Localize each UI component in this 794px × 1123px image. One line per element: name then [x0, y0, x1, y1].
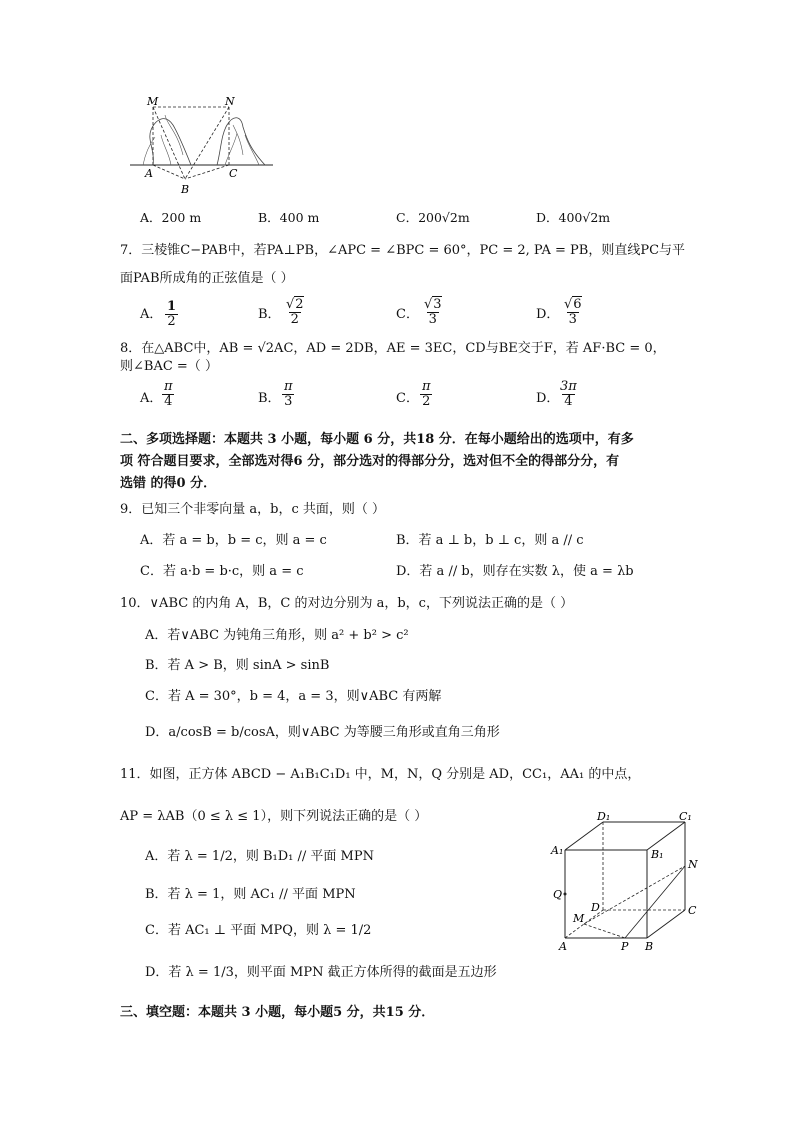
- q8-option-b-value: $\frac{\pi}{3}$: [284, 379, 293, 409]
- label-N: N: [225, 95, 235, 108]
- q11-option-a: A．若 λ = 1/2，则 B₁D₁ // 平面 MPN: [145, 849, 374, 864]
- cube-label-P: P: [621, 940, 629, 953]
- q6-option-c: C．200√2m: [396, 210, 470, 225]
- q8-option-c-letter: C．: [396, 391, 419, 406]
- q7-option-a-value: $\frac{1}{2}$: [167, 299, 177, 329]
- label-C: C: [229, 167, 238, 180]
- q7-stem-line1: 7．三棱锥C−PAB中，若PA⊥PB，∠APC = ∠BPC = 60°，PC = 2, PA = PB，则直线PC与平: [120, 243, 686, 258]
- cube-label-C: C: [688, 904, 697, 917]
- cube-label-Q: Q: [553, 888, 563, 901]
- cube-label-B: B: [645, 940, 654, 953]
- q8-option-a-value: $\frac{\pi}{4}$: [164, 379, 173, 409]
- q7-option-b-value: $\frac{√2}{2}$: [286, 297, 304, 327]
- cube-label-A: A: [559, 940, 567, 953]
- cube-label-N: N: [688, 858, 698, 871]
- cube-label-D1: D₁: [597, 810, 611, 823]
- cube-label-A1: A₁: [551, 844, 564, 857]
- q7-stem-line2: 面PAB所成角的正弦值是（ ）: [120, 271, 294, 286]
- q7-option-d-value: $\frac{√6}{3}$: [564, 297, 582, 327]
- q7-option-b-letter: B．: [258, 307, 281, 322]
- q11-option-c: C．若 AC₁ ⊥ 平面 MPQ，则 λ = 1/2: [145, 923, 372, 938]
- label-A: A: [145, 167, 153, 180]
- q9-option-d: D．若 a // b，则存在实数 λ，使 a = λb: [396, 564, 634, 579]
- q7-option-c-value: $\frac{√3}{3}$: [424, 297, 442, 327]
- cube-label-D: D: [591, 901, 600, 914]
- q11-cube-figure: [545, 810, 710, 955]
- q10-stem: 10．∨ABC 的内角 A，B，C 的对边分别为 a，b，c，下列说法正确的是（ ）: [120, 596, 574, 611]
- q6-option-b: B．400 m: [258, 210, 320, 225]
- q8-stem-line1: 8．在△ABC中，AB = √2AC，AD = 2DB，AE = 3EC，CD与BE交于F，若 AF·BC = 0，: [120, 341, 666, 356]
- q9-stem: 9．已知三个非零向量 a，b，c 共面，则（ ）: [120, 502, 386, 517]
- q9-option-a: A．若 a = b，b = c，则 a = c: [140, 533, 327, 548]
- q6-option-a: A．200 m: [140, 210, 202, 225]
- section3-heading: 三、填空题：本题共 3 小题，每小题5 分，共15 分．: [120, 1005, 435, 1020]
- q10-option-c: C．若 A = 30°，b = 4，a = 3，则∨ABC 有两解: [145, 689, 442, 704]
- q6-option-d: D．400√2m: [536, 210, 611, 225]
- q8-option-d-letter: D．: [536, 391, 560, 406]
- q10-option-a: A．若∨ABC 为钝角三角形，则 a² + b² > c²: [145, 628, 409, 643]
- q11-stem-line1: 11．如图，正方体 ABCD − A₁B₁C₁D₁ 中，M，N，Q 分别是 AD，CC₁，AA₁ 的中点，: [120, 767, 641, 782]
- q11-stem-line2: AP = λAB（0 ≤ λ ≤ 1），则下列说法正确的是（ ）: [120, 809, 428, 824]
- q8-option-d-value: $\frac{3\pi}{4}$: [560, 379, 577, 409]
- q9-option-c: C．若 a·b = b·c，则 a = c: [140, 564, 304, 579]
- q7-option-c-letter: C．: [396, 307, 419, 322]
- q11-option-b: B．若 λ = 1，则 AC₁ // 平面 MPN: [145, 887, 356, 902]
- q6-figure: [125, 95, 275, 200]
- label-B: B: [181, 183, 190, 196]
- section2-line2: 项 符合题目要求，全部选对得6 分，部分选对的得部分分，选对但不全的得部分分，有: [120, 454, 620, 469]
- q10-option-d: D．a/cosB = b/cosA，则∨ABC 为等腰三角形或直角三角形: [145, 725, 500, 740]
- section2-line3: 选错 的得0 分．: [120, 476, 217, 491]
- q7-option-d-letter: D．: [536, 307, 560, 322]
- q8-option-c-value: $\frac{\pi}{2}$: [422, 379, 431, 409]
- cube-label-M: M: [573, 912, 585, 925]
- q7-option-a-letter: A．: [140, 307, 163, 322]
- section2-line1: 二、多项选择题：本题共 3 小题，每小题 6 分，共18 分．在每小题给出的选项中，有多: [120, 432, 634, 447]
- cube-label-C1: C₁: [679, 810, 692, 823]
- q10-option-b: B．若 A > B，则 sinA > sinB: [145, 658, 330, 673]
- q8-stem-line2: 则∠BAC =（ ）: [120, 359, 218, 374]
- q8-option-b-letter: B．: [258, 391, 281, 406]
- label-M: M: [147, 95, 159, 108]
- q9-option-b: B．若 a ⊥ b，b ⊥ c，则 a // c: [396, 533, 584, 548]
- cube-label-B1: B₁: [651, 848, 664, 861]
- q8-option-a-letter: A．: [140, 391, 163, 406]
- q11-option-d: D．若 λ = 1/3，则平面 MPN 截正方体所得的截面是五边形: [145, 965, 497, 980]
